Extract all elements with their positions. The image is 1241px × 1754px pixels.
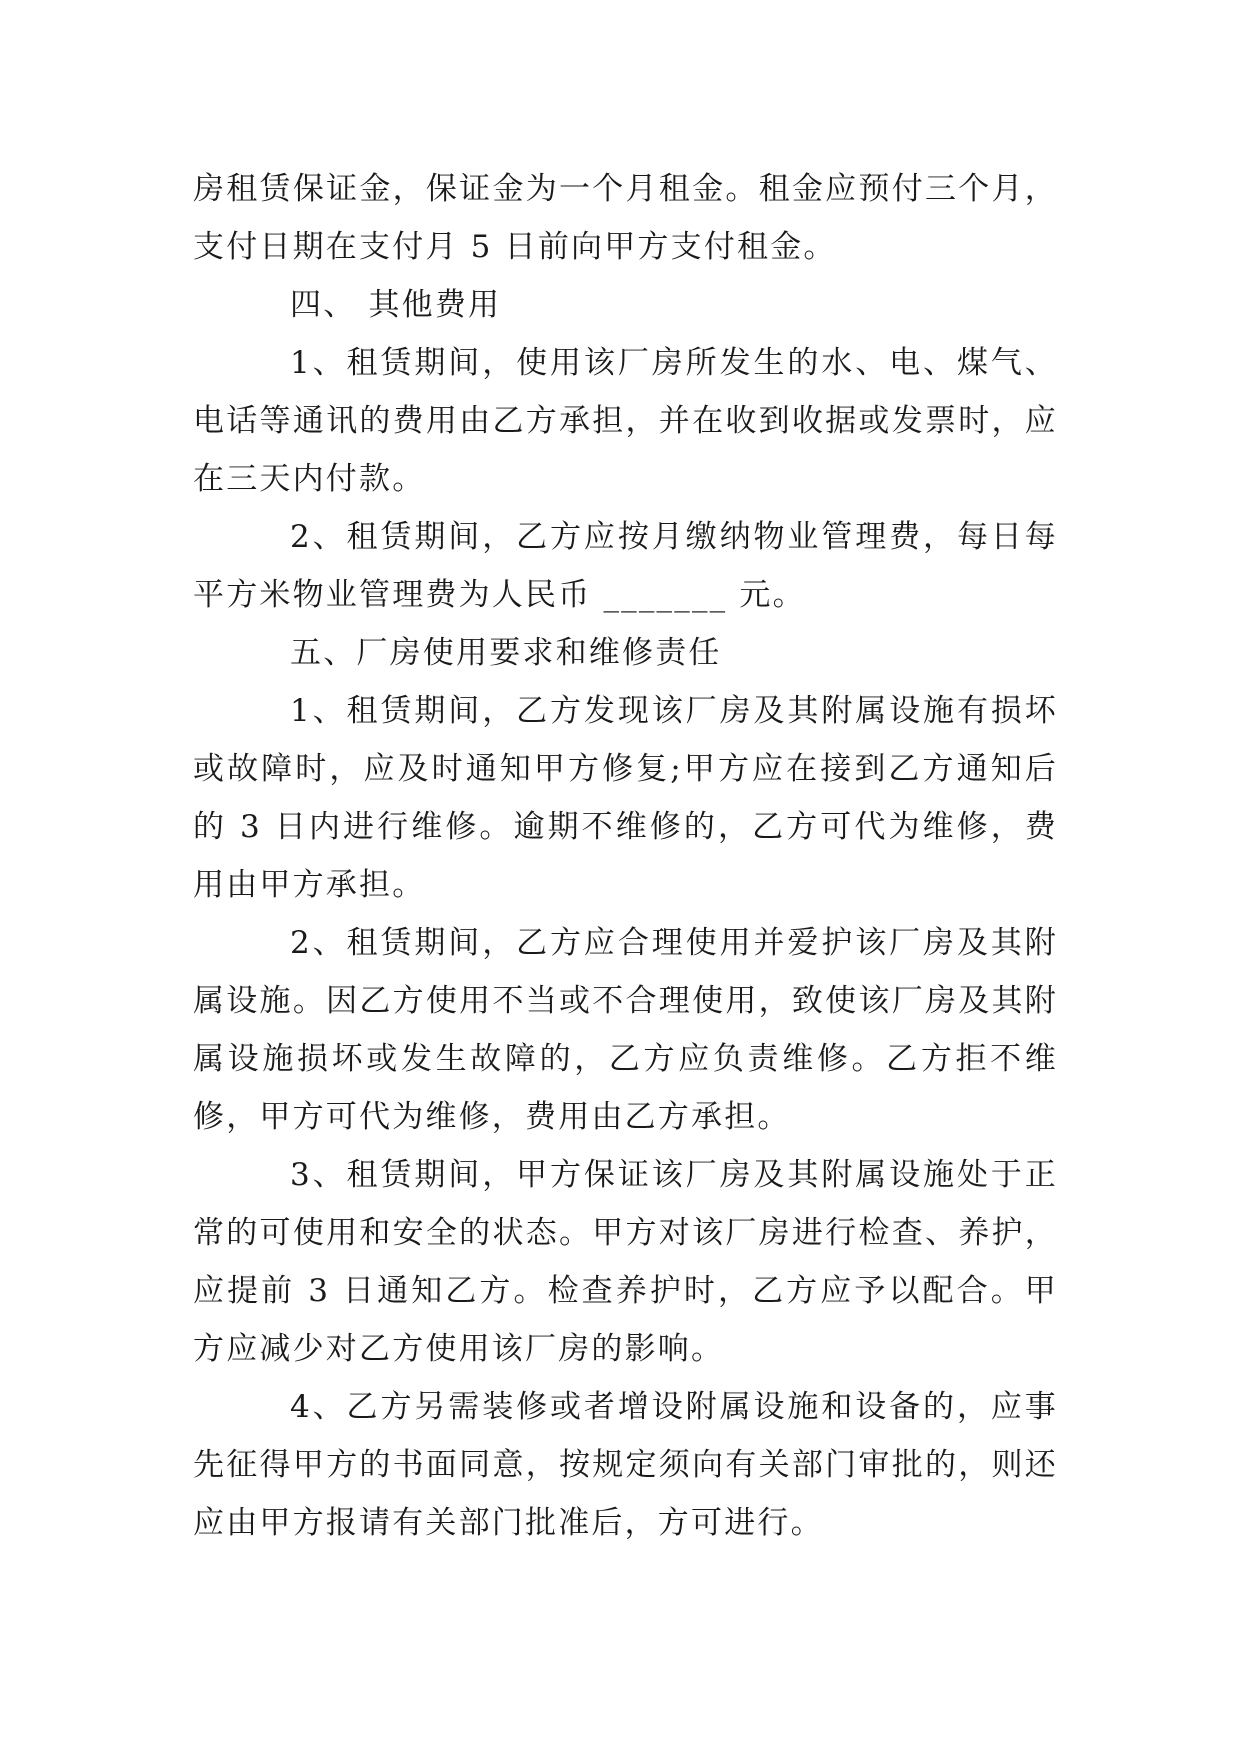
paragraph-proper-use: 2、租赁期间，乙方应合理使用并爱护该厂房及其附属设施。因乙方使用不当或不合理使用，致使该厂房及其附属设施损坏或发生故障的，乙方应负责维修。乙方拒不维修，甲方可代为维修，费用由乙方承担。: [193, 925, 1058, 1135]
document-body: [193, 160, 1058, 1552]
paragraph-utilities: 1、租赁期间，使用该厂房所发生的水、电、煤气、电话等通讯的费用由乙方承担，并在收到收据或发票时，应在三天内付款。: [193, 345, 1058, 497]
paragraph-property-fee: 2、租赁期间，乙方应按月缴纳物业管理费，每日每平方米物业管理费为人民币 _______ 元。: [193, 519, 1058, 613]
paragraph-renovation: 4、乙方另需装修或者增设附属设施和设备的，应事先征得甲方的书面同意，按规定须向有关部门审批的，则还应由甲方报请有关部门批准后，方可进行。: [193, 1389, 1058, 1541]
paragraph-deposit-continued: 房租赁保证金，保证金为一个月租金。租金应预付三个月，支付日期在支付月 5 日前向甲方支付租金。: [193, 171, 1058, 265]
section-heading-other-fees: 四、 其他费用: [290, 287, 502, 323]
section-heading-usage-maintenance: 五、厂房使用要求和维修责任: [290, 635, 722, 671]
paragraph-damage-repair: 1、租赁期间，乙方发现该厂房及其附属设施有损坏或故障时，应及时通知甲方修复;甲方应在接到乙方通知后的 3 日内进行维修。逾期不维修的，乙方可代为维修，费用由甲方承担。: [193, 693, 1058, 903]
paragraph-safety-inspection: 3、租赁期间，甲方保证该厂房及其附属设施处于正常的可使用和安全的状态。甲方对该厂房进行检查、养护，应提前 3 日通知乙方。检查养护时，乙方应予以配合。甲方应减少对乙方使用该厂房的影响。: [193, 1157, 1058, 1367]
